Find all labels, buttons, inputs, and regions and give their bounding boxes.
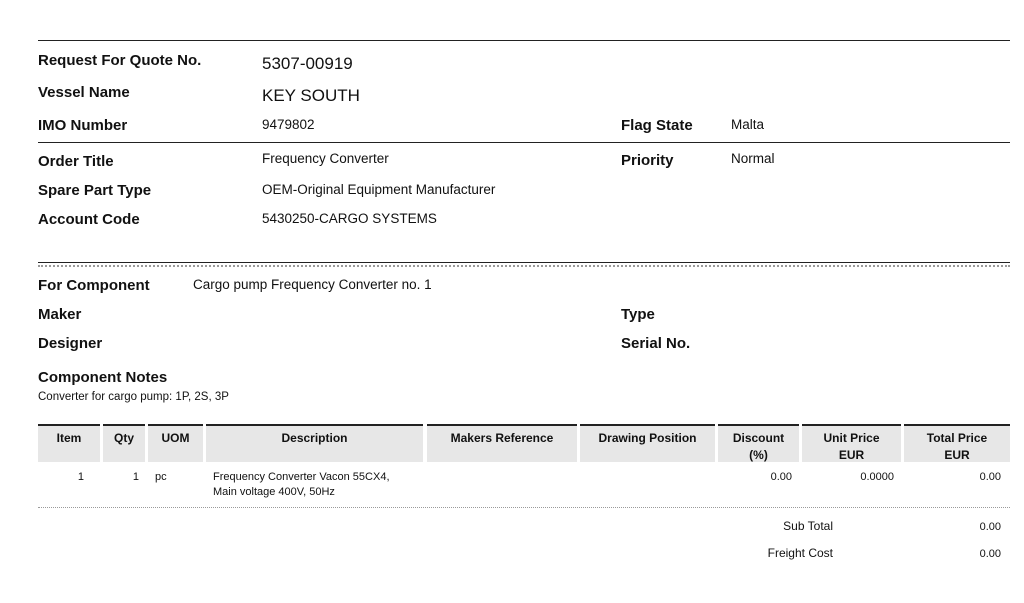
order-title-label: Order Title [38, 153, 114, 170]
vessel-value: KEY SOUTH [262, 86, 360, 105]
th-uom: UOM [148, 424, 203, 462]
component-notes-label: Component Notes [38, 369, 168, 386]
cell-discount: 0.00 [770, 471, 792, 483]
th-drawing-position: Drawing Position [580, 424, 715, 462]
cell-item: 1 [77, 471, 84, 483]
component-notes-value: Converter for cargo pump: 1P, 2S, 3P [38, 391, 229, 403]
rfq-value: 5307-00919 [262, 54, 353, 73]
subtotal-value: 0.00 [979, 521, 1001, 533]
imo-value: 9479802 [262, 117, 315, 132]
table-end-dotted-rule [38, 507, 1010, 508]
freight-cost-value: 0.00 [979, 548, 1001, 560]
vessel-label: Vessel Name [38, 84, 130, 101]
flag-label: Flag State [621, 117, 693, 134]
th-discount-line2: (%) [749, 448, 768, 462]
freight-cost-label: Freight Cost [767, 546, 833, 560]
th-unit-price-line2: EUR [838, 448, 865, 462]
th-unit-price [802, 424, 901, 462]
cell-qty: 1 [132, 471, 139, 483]
priority-value: Normal [731, 151, 775, 166]
section-rule [38, 142, 1010, 143]
subtotal-label: Sub Total [783, 519, 833, 533]
flag-value: Malta [731, 117, 765, 132]
imo-label: IMO Number [38, 117, 128, 134]
spare-part-value: OEM-Original Equipment Manufacturer [262, 182, 496, 197]
th-item: Item [38, 424, 100, 462]
for-component-label: For Component [38, 277, 150, 294]
cell-description-line2: Main voltage 400V, 50Hz [213, 486, 335, 498]
designer-label: Designer [38, 335, 103, 352]
cell-total-price: 0.00 [979, 471, 1001, 483]
th-total-price-line2: EUR [944, 448, 970, 462]
th-total-price-line1: Total Price [926, 431, 988, 445]
priority-label: Priority [621, 152, 674, 169]
th-description: Description [206, 424, 423, 462]
maker-label: Maker [38, 306, 82, 323]
component-dotted-rule [38, 265, 1010, 267]
th-unit-price-line1: Unit Price [823, 431, 880, 445]
cell-uom: pc [155, 471, 167, 483]
th-discount [718, 424, 799, 462]
th-total-price [904, 424, 1010, 462]
account-code-value: 5430250-CARGO SYSTEMS [262, 211, 437, 226]
th-qty: Qty [103, 424, 145, 462]
order-title-value: Frequency Converter [262, 151, 389, 166]
type-label: Type [621, 306, 655, 323]
serial-no-label: Serial No. [621, 335, 691, 352]
account-code-label: Account Code [38, 211, 140, 228]
th-makers-reference: Makers Reference [427, 424, 577, 462]
cell-description-line1: Frequency Converter Vacon 55CX4, [213, 471, 390, 483]
top-rule [38, 40, 1010, 41]
spare-part-label: Spare Part Type [38, 182, 152, 199]
component-rule [38, 262, 1010, 263]
th-discount-line1: Discount [732, 431, 785, 445]
rfq-label: Request For Quote No. [38, 52, 202, 69]
cell-unit-price: 0.0000 [860, 471, 894, 483]
for-component-value: Cargo pump Frequency Converter no. 1 [193, 277, 432, 292]
